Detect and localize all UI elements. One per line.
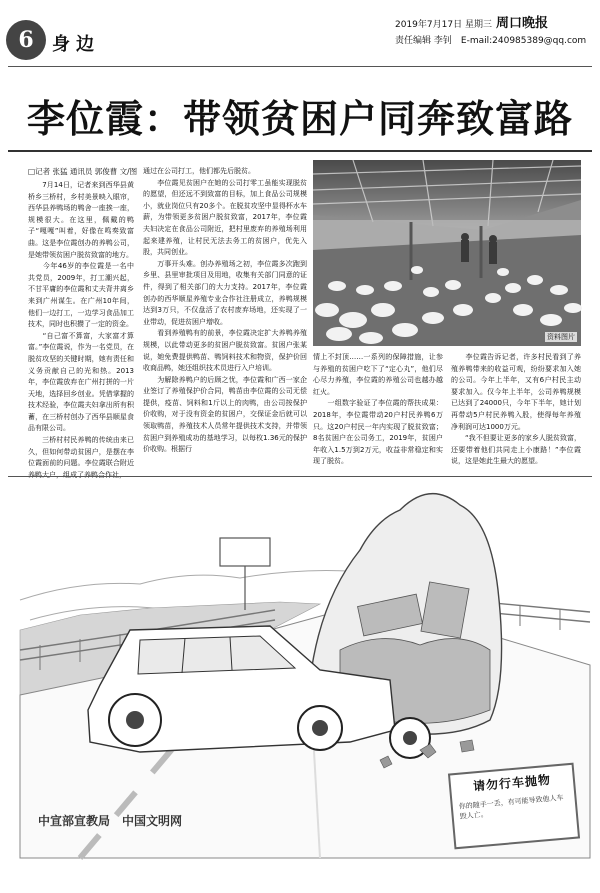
article-column-4: 情上不封顶……一系列的保障措施，让参与养殖的贫困户吃下了“定心丸”，他们尽心尽力养殖，李位霞的养殖公司也越办越红火。 一组数字验证了李位霞的帮扶成果：2018年，李位霞带动20户村民养鸭6万只。这20户村民一年内实现了脱贫致富；8名贫困户在公司务工，2019年，贫困户年收入1.5万到2万元，收益非常稳定和实现了脱贫。	[313, 353, 443, 466]
ad-slogan-subtitle: 你的随手一丢，有可能导致他人车毁人亡。	[458, 793, 564, 821]
masthead-meta	[395, 16, 586, 49]
issue-date: 2019年7月17日 星期三	[395, 20, 492, 30]
header-rule	[8, 66, 592, 67]
ad-slogan-sign	[448, 763, 580, 850]
page-number: 6	[6, 20, 46, 60]
article-byline: □记者 张猛 通讯员 郭俊曹 文/图	[28, 167, 138, 176]
ad-slogan-title: 请勿行车抛物	[472, 772, 552, 794]
article-photo	[313, 160, 581, 346]
title-rule	[8, 150, 592, 152]
editor-line: 责任编辑 李钊	[395, 36, 452, 46]
email-line: E-mail:240985389@qq.com	[460, 36, 587, 46]
page-header	[0, 0, 600, 72]
article-column-3: 通过在公司打工，他们都先后脱贫。 李位霞见贫困户在她的公司打零工虽能实现脱贫的愿望，但还远不到致富的目标，加上食品公司规模小，就业岗位只有20多个。在脱贫攻坚中显得杯水车薪，为带领更多贫困户脱贫致富，2017年，李位霞夫妇决定在食品公司附近，把村里废弃的养殖场利用起来建养殖，让村民无法去务工的贫困户，优先入股，共同创业。 万事开头难。创办养殖场之初，李位霞多次跑到乡里、县里审批项目及用地，收集有关部门同意的证件，得到了相关部门的大力支持。2017年，李位霞创办的西华顺星养殖专业合作社注册成立，养鸭规模达到3万只，不仅盘活了农村废弃场地，还实现了一业带动，促进贫困户增收。 看到养殖鸭有的前景，李位霞决定扩大养鸭养殖规模，以此带动更多的贫困户脱贫致富。贫困户张某说，她免费提供鸭苗、鸭饲料技术和物资，保护价回收商品鸭，她还组织技术员进行入户培训。 为解除养鸭户的后顾之忧，李位霞和广西一家企业签订了养殖保护价合同，鸭苗由李位霞的公司无偿提供，疫苗、饲料和1斤以上的肉鸭，由公司按保护价收购，对于没有资金的贫困户，交保证金后就可以领取鸭苗，养殖技术人员常年提供技术支持，并带领贫困户到养殖成功的基地学习，以每枚1.36元的保护价收购。根据行	[143, 167, 307, 454]
photo-caption: 资料图片	[547, 333, 575, 341]
paper-name: 周口晚报	[495, 16, 548, 31]
article-column-5: 李位霞告诉记者，许多村民看到了养殖养鸭带来的收益可观，纷纷要求加入她的公司。今年上半年，又有6户村民主动要求加入。仅今年上半年，公司养鸭规模已达到了24000只，今年下半年，她计划再带动5户村民养鸭入股，使得每年养殖净利润可达1000万元。 “我不但要让更多的家乡人脱贫致富，还要带着他们共同走上小康路！”李位霞说，这是她此生最大的愿望。	[451, 353, 581, 466]
article-title: 李位霞：带领贫困户同奔致富路	[26, 97, 573, 141]
section-name: 身边	[52, 34, 100, 55]
duck-farm-photo	[313, 160, 581, 346]
ad-top-rule	[8, 476, 592, 477]
ad-credit: 中宣部宣教局 中国文明网	[38, 814, 183, 828]
article-column-1: 7月14日，记者来到西华县黄桥乡三桥村，乡村美景映入眼帘，西华县养鸭场的鸭舍一座挨一座，规模很大。在这里，佩戴的鸭子“嘎嘎”叫着，好像在鸣奏致富曲。这是李位霞创办的养鸭公司，是她带领贫困户脱贫致富的地方。 今年46岁的李位霞是一名中共党员，2009年，打工潮兴起，不甘平庸的李位霞和丈夫背井离乡来到广州谋生。在广州10年间，他们一边打工，一边学习食品加工技术，同时也积攒了一定的资金。 “自己富不算富，大家富才算富。”李位霞说，作为一名党员，在脱贫攻坚的关键时期，她有责任和义务贡献自己的光和热。2013年，李位霞放弃在广州打拼的一片天地，选择回乡创业。凭借掌握的技术经验，李位霞夫妇拿出所有积蓄，在三桥村创办了西华县顺星食品有限公司。 三桥村村民养鸭的传统由来已久，但如何带动贫困户，是摆在李位霞面前的问题。李位霞联合附近养鸭大户，组成了养鸭合作社，	[28, 181, 134, 479]
